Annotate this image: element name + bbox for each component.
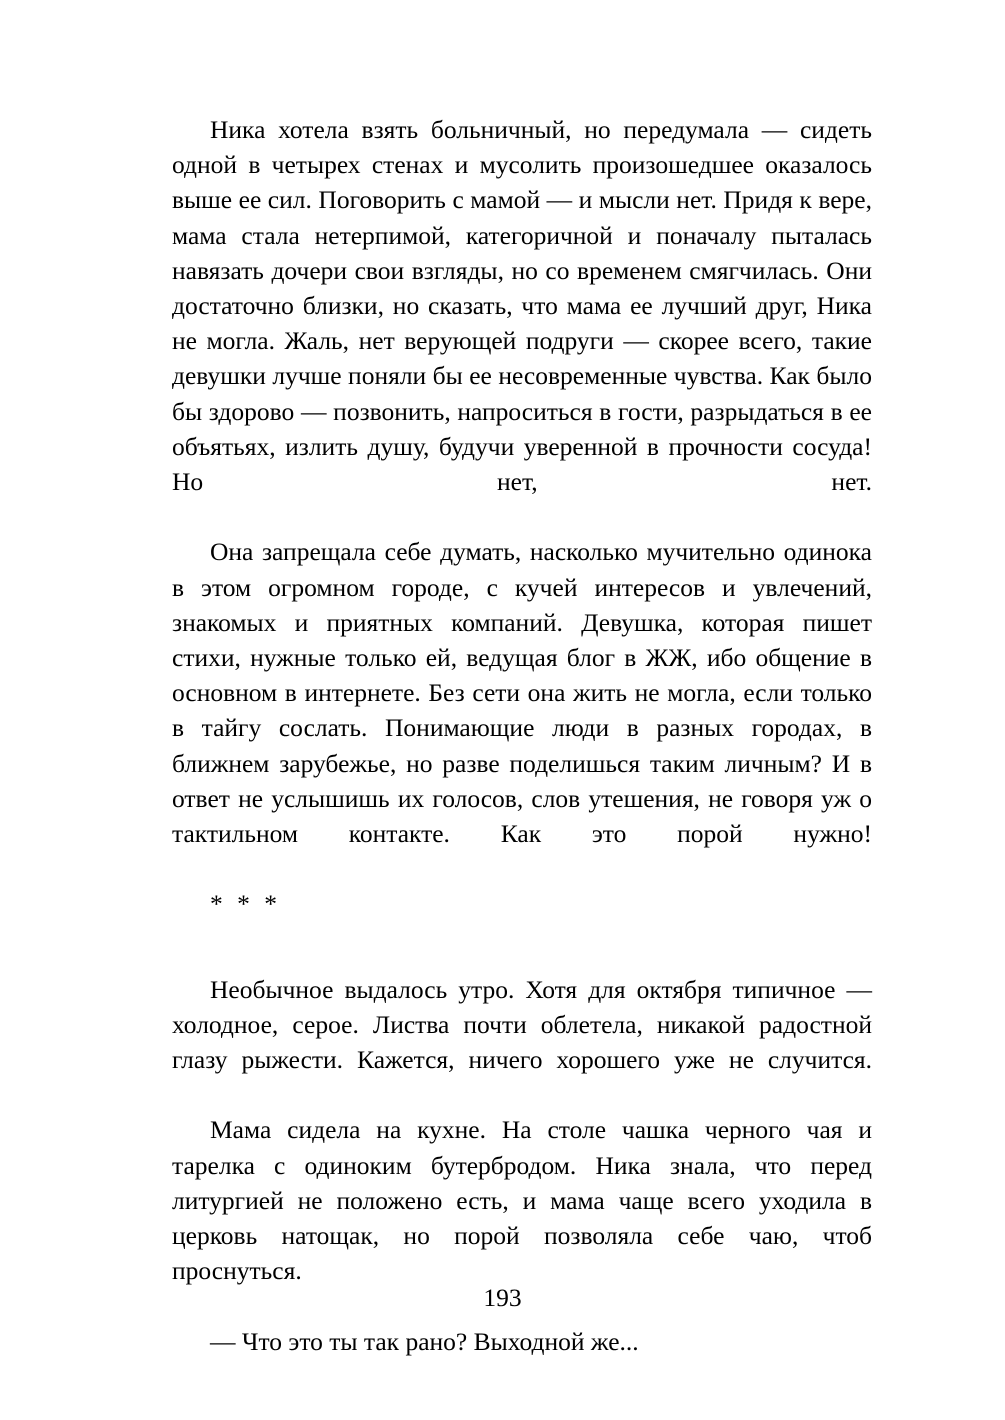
scene-break-spacer [172,922,872,972]
paragraph-4: Мама сидела на кухне. На столе чашка черного чая и тарелка с одиноким бутербродом. Ника знала, что перед литургией не положено есть, и мама чаще всего уходила в церковь натощак, но порой позволяла себе чаю, чтоб проснуться. [172,1115,872,1286]
page-number: 193 [483,1283,522,1312]
paragraph-2: Она запрещала себе думать, насколько мучительно одинока в этом огромном городе, с кучей интересов и увлечений, знакомых и приятных компаний. Девушка, которая пишет стихи, нужные только ей, ведущая блог в ЖЖ, ибо общение в основном в интернете. Без сети она жить не могла, если только в тайгу сослать. Понимающие люди в разных городах, в ближнем зарубежье, но разве поделишься таким личным? И в ответ не услышишь их голосов, слов утешения, не говоря уж о тактильном контакте. Как это порой нужно! [172,537,872,849]
text-column [172,112,872,1359]
paragraph-3: Необычное выдалось утро. Хотя для октября типичное — холодное, серое. Листва почти облетела, никакой радостной глазу рыжести. Кажется, ничего хорошего уже не случится. [172,974,872,1075]
paragraph-1: Ника хотела взять больничный, но передумала — сидеть одной в четырех стенах и мусолить произошедшее оказалось выше ее сил. Поговорить с мамой — и мысли нет. Придя к вере, мама стала нетерпимой, категоричной и поначалу пыталась навязать дочери свои взгляды, но со временем смягчилась. Они достаточно близки, но сказать, что мама ее лучший друг, Ника не могла. Жаль, нет верующей подруги — скорее всего, такие девушки лучше поняли бы ее несовременные чувства. Как было бы здорово — позвонить, напроситься в гости, разрыдаться в ее объятьях, излить душу, будучи уверенной в прочности сосуда! Но нет, нет. [172,115,872,497]
dialogue-line-1: — Что это ты так рано? Выходной же... [210,1326,639,1356]
scene-break: * * * [210,889,281,919]
